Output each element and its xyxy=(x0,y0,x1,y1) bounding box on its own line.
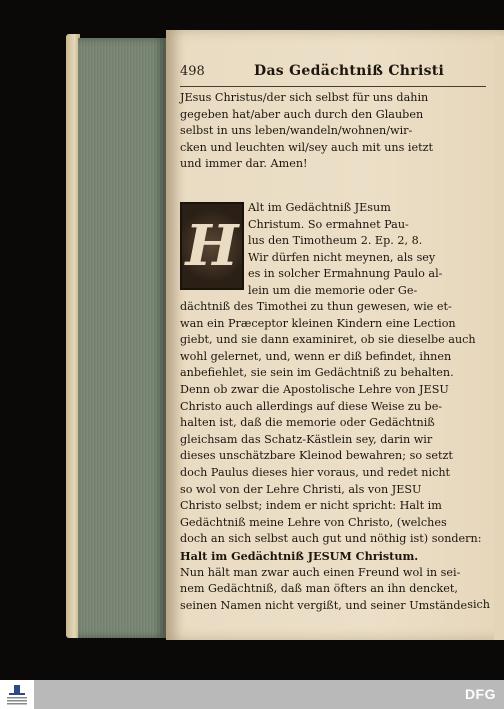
text-line: Christo selbst; indem er nicht spricht: Halt im xyxy=(180,499,442,513)
text-line: doch Paulus dieses hier voraus, und redet nicht xyxy=(180,465,451,479)
text-line: gleichsam das Schatz-Kästlein sey, darin wir xyxy=(180,432,433,446)
text-line: seinen Namen nicht vergißt, und seiner Umstände xyxy=(180,598,468,612)
page-number: 498 xyxy=(180,64,205,79)
text-line: dieses unschätzbare Kleinod bewahren; so setzt xyxy=(180,449,453,463)
facing-page-edge xyxy=(494,36,504,640)
page-header xyxy=(180,64,490,86)
text-line: Christum. So ermahnet Pau- xyxy=(248,217,409,231)
book-fore-edge xyxy=(78,38,166,638)
text-line: es in solcher Ermahnung Paulo al- xyxy=(248,267,443,281)
drop-cap-letter: H xyxy=(185,213,239,279)
text-line: doch an sich selbst auch gut und nöthig ist) sondern: xyxy=(180,532,482,546)
text-line: nem Gedächtniß, daß man öfters an ihn dencket, xyxy=(180,582,458,596)
catchword: sich xyxy=(467,598,490,611)
text-line: lein um die memorie oder Ge- xyxy=(248,283,418,297)
text-line: wan ein Præceptor kleinen Kindern eine Lection xyxy=(180,316,456,330)
text-line: JEsus Christus/der sich selbst für uns dahin xyxy=(180,91,429,104)
text-line: lus den Timotheum 2. Ep. 2, 8. xyxy=(248,234,423,248)
book-page xyxy=(166,30,504,640)
drop-cap-initial xyxy=(180,202,244,290)
text-line: wohl gelernet, und, wenn er diß befindet, ihnen xyxy=(180,349,452,363)
header-rule xyxy=(180,86,486,87)
text-line: giebt, und sie dann examiniret, ob sie dieselbe auch xyxy=(180,333,476,347)
dfg-logo[interactable]: DFG xyxy=(464,686,496,702)
running-title: Das Gedächtniß Christi xyxy=(254,63,445,79)
text-line: halten ist, daß die memorie oder Gedächtniß xyxy=(180,416,435,430)
book xyxy=(66,30,504,640)
text-line: Gedächtniß meine Lehre von Christo, (welches xyxy=(180,515,447,529)
text-line: Wir dürfen nicht meynen, als sey xyxy=(248,250,436,264)
paragraph-1 xyxy=(180,90,433,173)
text-line: cken und leuchten wil/sey auch mit uns ietzt xyxy=(180,140,433,154)
text-line: und immer dar. Amen! xyxy=(180,157,308,171)
text-line: gegeben hat/aber auch durch den Glauben xyxy=(180,107,424,121)
text-line: selbst in uns leben/wandeln/wohnen/wir- xyxy=(180,124,413,138)
text-line: Halt im Gedächtniß JESUM Christum. xyxy=(180,548,419,563)
library-logo-icon[interactable] xyxy=(0,680,34,709)
text-line: Christo auch allerdings auf diese Weise zu be- xyxy=(180,399,443,413)
text-line: so wol von der Lehre Christi, als von JESU xyxy=(180,482,422,496)
text-line: Nun hält man zwar auch einen Freund wol in sei- xyxy=(180,565,461,579)
text-line: anbefiehlet, sie sein im Gedächtniß zu behalten. xyxy=(180,366,454,380)
text-line: dächtniß des Timothei zu thun gewesen, wie et- xyxy=(180,300,452,313)
paragraph-2-body xyxy=(180,299,482,614)
paragraph-2-indented xyxy=(248,200,442,300)
text-line: Alt im Gedächtniß JEsum xyxy=(248,201,391,214)
viewer-footer-bar xyxy=(0,680,504,709)
library-logo-graphic xyxy=(3,683,31,707)
text-line: Denn ob zwar die Apostolische Lehre von JESU xyxy=(180,382,449,396)
